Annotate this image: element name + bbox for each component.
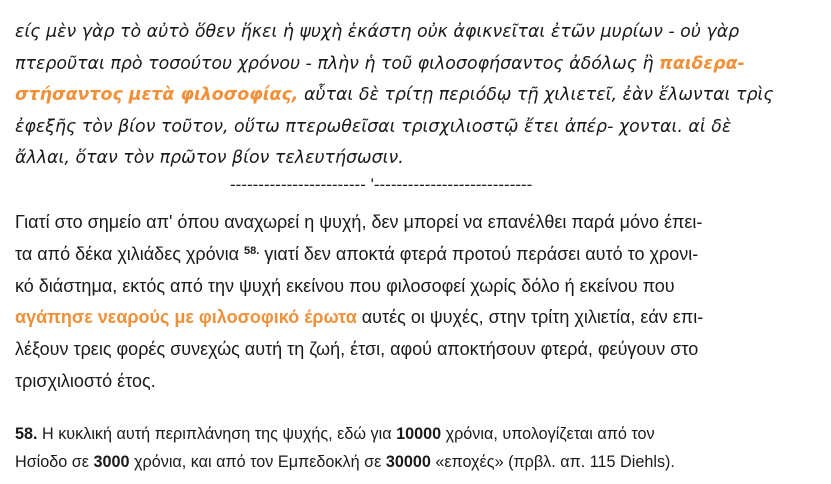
- section-divider: ------------------------ '----------------------------: [230, 175, 533, 194]
- translation-text-part-3: αυτές οι ψυχές, στην τρίτη χιλιετία, εάν επι- λέξουν τρεις φορές συνεχώς αυτή τη ζωή, έτσι, αφού αποκτήσουν φτερά, φεύγουν στο τρισχιλιοστό έτος.: [15, 307, 704, 391]
- translation-highlight: αγάπησε νεαρούς με φιλοσοφικό έρωτα: [15, 307, 357, 328]
- greek-text-part-2: αὗται δὲ τρίτῃ περιόδῳ τῇ χιλιετεῖ, ἐὰν ἕλωνται τρὶς ἐφεξῆς τὸν βίον τοῦτον, οὕτω πτερωθεῖσαι τρισχιλιοστῷ ἔτει ἀπέρ- χονται. αἱ δὲ ἄλλαι, ὅταν τὸν πρῶτον βίον τελευτήσωσιν.: [15, 85, 774, 169]
- footnote-text-part-4: «εποχές» (πρβλ. απ. 115 Diehls).: [430, 452, 675, 471]
- footnote: [15, 421, 815, 476]
- footnote-value-30000: 30000: [385, 452, 431, 471]
- greek-highlight: παιδερα- στήσαντος μετὰ φιλοσοφίας,: [15, 53, 745, 106]
- ancient-greek-quote: [15, 17, 815, 175]
- footnote-text-part-3: χρόνια, και από τον Εμπεδοκλή σε: [129, 452, 386, 471]
- modern-greek-translation: [15, 207, 815, 398]
- translation-text-part-1: Γιατί στο σημείο απ' όπου αναχωρεί η ψυχή, δεν μπορεί να επανέλθει παρά μόνο έπει- τα από δέκα χιλιάδες χρόνια: [15, 212, 703, 264]
- footnote-reference[interactable]: 58.: [244, 244, 260, 257]
- translation-text-part-2: γιατί δεν αποκτά φτερά προτού περάσει αυτό το χρονι- κό διάστημα, εκτός από την ψυχή εκείνου που φιλοσοφεί χωρίς δόλο ή εκείνου που: [15, 243, 699, 296]
- footnote-text-part-2: χρόνια, υπολογίζεται από τον Ησίοδο σε: [15, 425, 655, 471]
- footnote-value-3000: 3000: [93, 452, 130, 471]
- footnote-text-part-1: Η κυκλική αυτή περιπλάνηση της ψυχής, εδώ για: [37, 425, 397, 443]
- footnote-value-10000: 10000: [396, 425, 442, 443]
- footnote-number: 58.: [15, 425, 38, 443]
- greek-text-part-1: είς μὲν γὰρ τὸ αὐτὸ ὅθεν ἥκει ἡ ψυχὴ ἑκάστη οὐκ ἀφικνεῖται ἐτῶν μυρίων - οὐ γὰρ πτεροῦται πρὸ τοσούτου χρόνου - πλὴν ἡ τοῦ φιλοσοφήσαντος ἀδόλως ἢ: [15, 22, 740, 74]
